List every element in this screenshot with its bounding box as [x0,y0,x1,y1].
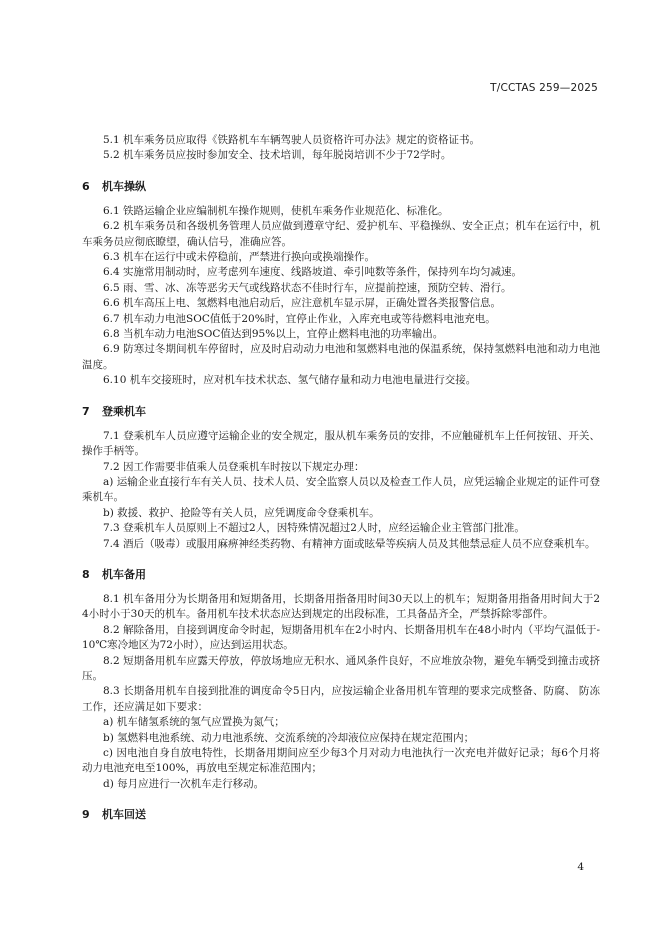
clause-5-1: 5.1 机车乘务员应取得《铁路机车车辆驾驶人员资格许可办法》规定的资格证书。 [103,134,481,146]
clause-6-9: 6.9 防寒过冬期间机车停留时，应及时启动动力电池和氢燃料电池的保温系统，保持氢燃料电池和动力电池温度。 [82,343,600,371]
clause-6-1: 6.1 铁路运输企业应编制机车操作规则，使机车乘务作业规范化、标准化。 [103,204,449,217]
clause-7-2-a: a) 运输企业直接行车有关人员、技术人员、安全监察人员以及检查工作人员，应凭运输企业规定的证件可登乘机车。 [82,475,600,504]
clause-6-3: 6.3 机车在运行中或未停稳前，严禁进行换向或换端操作。 [103,251,376,264]
clause-7-4: 7.4 酒后（吸毒）或服用麻痹神经类药物、有精神方面或眩晕等疾病人员及其他禁忌症人员不应登乘机车。 [103,537,596,550]
clause-8-1: 8.1 机车备用分为长期备用和短期备用，长期备用指备用时间30天以上的机车；短期备用指备用时间大于24小时小于30天的机车。备用机车技术状态应达到规定的出段标准，工具备品齐全，严禁拆除零部件。 [82,592,600,621]
clause-8-2: 8.2 解除备用，自接到调度命令时起，短期备用机车在2小时内、长期备用机车在48小时内（平均气温低于-10℃寒冷地区为72小时），应达到运用状态。 [82,623,600,652]
clause-8-3-c: c) 因电池自身自放电特性，长期备用期间应至少每3个月对动力电池执行一次充电并做好记录；每6个月将动力电池充电至100%，再放电至规定标准范围内； [82,747,600,775]
section-title: 机车备用 [102,567,146,581]
section-title: 机车回送 [102,808,146,822]
clause-8-3-a: a) 机车储氢系统的氢气应置换为氮气； [103,716,285,729]
clause-6-4: 6.4 实施常用制动时，应考虑列车速度、线路坡道、牵引吨数等条件，保持列车均匀减速。 [103,266,523,279]
document-code: T/CCTAS 259—2025 [490,82,598,94]
clause-6-6: 6.6 机车高压上电、氢燃料电池启动后，应注意机车显示屏，正确处置各类报警信息。 [103,297,502,310]
clause-8-3-b: b) 氢燃料电池系统、动力电池系统、交流系统的冷却液位应保持在规定范围内； [103,731,475,744]
section-heading-8 [82,567,600,583]
clause-8-3: 8.3 长期备用机车自接到批准的调度命令5日内，应按运输企业备用机车管理的要求完成整备、防腐、 防冻工作，还应满足如下要求： [82,685,600,713]
clause-6-10: 6.10 机车交接班时，应对机车技术状态、氢气储存量和动力电池电量进行交接。 [103,374,477,387]
clause-8-2-parking: 8.2 短期备用机车应露天停放，停放场地应无积水、通风条件良好，不应堆放杂物，避免车辆受到撞击或挤压。 [82,654,600,682]
clause-6-7: 6.7 机车动力电池SOC值低于20%时，宜停止作业，入库充电或等待燃料电池充电。 [103,312,496,325]
section-heading-7 [82,404,600,420]
clause-7-1: 7.1 登乘机车人员应遵守运输企业的安全规定，服从机车乘务员的安排，不应触碰机车上任何按钮、开关、操作手柄等。 [82,429,600,458]
page-body [82,133,600,832]
section-title: 登乘机车 [102,404,146,418]
section-number: 8 [82,567,90,581]
section-number: 6 [82,179,90,193]
section-heading-6 [82,179,600,195]
clause-6-5: 6.5 雨、雪、冰、冻等恶劣天气或线路状态不佳时行车，应提前控速，预防空转、滑行。 [103,281,512,294]
clause-6-8: 6.8 当机车动力电池SOC值达到95%以上，宜停止燃料电池的功率输出。 [103,328,444,341]
section-number: 7 [82,404,90,418]
page-number: 4 [577,861,584,873]
clause-7-2-b: b) 救援、救护、抢险等有关人员，应凭调度命令登乘机车。 [103,506,380,519]
clause-8-3-d: d) 每月应进行一次机车走行移动。 [103,777,265,790]
section-number: 9 [82,808,90,822]
section-title: 机车操纵 [102,179,146,193]
clause-7-2: 7.2 因工作需要非值乘人员登乘机车时按以下规定办理： [103,460,365,473]
clause-6-2: 6.2 机车乘务员和各级机务管理人员应做到遵章守纪、爱护机车、平稳操纵、安全正点；机车在运行中，机车乘务员应彻底瞭望，确认信号，准确应答。 [82,220,600,248]
clause-5-2: 5.2 机车乘务员应按时参加安全、技术培训，每年脱岗培训不少于72学时。 [103,149,452,162]
clause-7-3: 7.3 登乘机车人员原则上不超过2人，因特殊情况超过2人时，应经运输企业主管部门批准。 [103,522,525,535]
section-heading-9 [82,807,600,823]
